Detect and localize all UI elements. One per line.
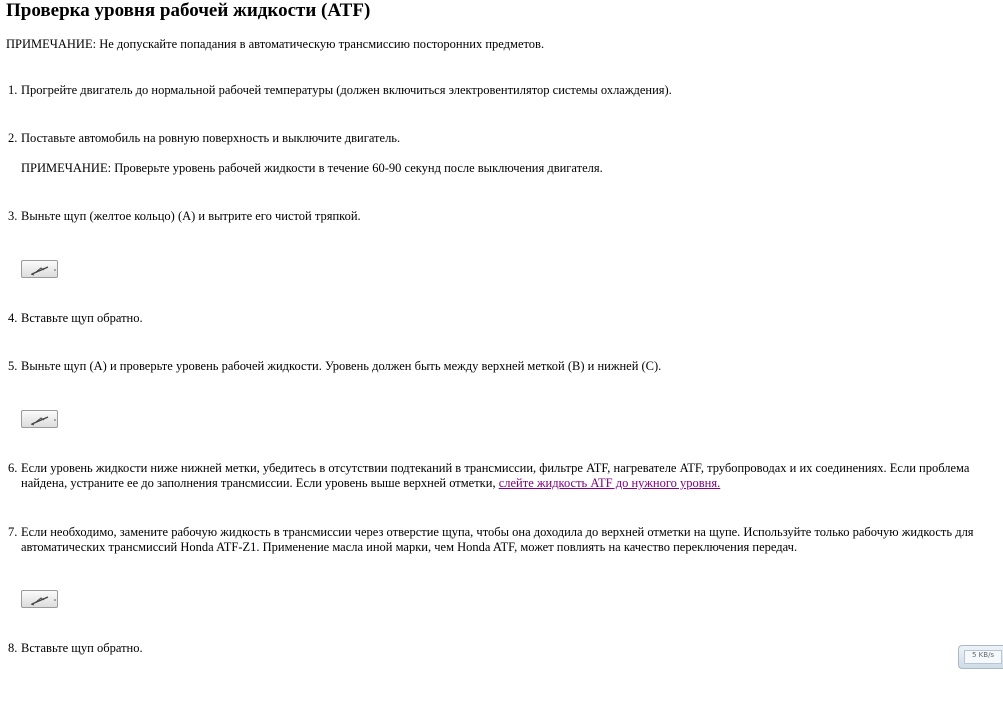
step-1: [8, 83, 1000, 98]
dipstick-icon: [22, 261, 59, 279]
step-4: [8, 311, 1000, 326]
step-2-note: ПРИМЕЧАНИЕ: Проверьте уровень рабочей жидкости в течение 60-90 секунд после выключения двигателя.: [21, 161, 603, 175]
network-speed-readout: 5 KB/s: [964, 650, 1002, 664]
step-text: Если необходимо, замените рабочую жидкость в трансмиссии через отверстие щупа, чтобы она доходила до верхней отметки на щупе. Используйте только рабочую жидкость для автоматических трансмиссий Honda ATF-Z1. Применение масла иной марки, чем Honda ATF, может повлиять на качество переключения передач.: [21, 525, 974, 554]
step-text: Выньте щуп (желтое кольцо) (A) и вытрите его чистой тряпкой.: [21, 209, 361, 223]
step-text: Прогрейте двигатель до нормальной рабочей температуры (должен включиться электровентилятор системы охлаждения).: [21, 83, 672, 97]
step-number: 8.: [8, 641, 18, 655]
dipstick-icon: [22, 591, 59, 609]
page-title: Проверка уровня рабочей жидкости (ATF): [6, 0, 371, 21]
step-text: Вставьте щуп обратно.: [21, 641, 143, 655]
top-note: ПРИМЕЧАНИЕ: Не допускайте попадания в автоматическую трансмиссию посторонних предметов.: [6, 37, 545, 51]
illustration-icon[interactable]: [21, 410, 58, 428]
step-number: 7.: [8, 525, 18, 539]
step-6: [8, 461, 1000, 491]
step-7: [8, 525, 1000, 555]
step-number: 5.: [8, 359, 18, 373]
step-5: [8, 359, 1000, 374]
step-2: [8, 131, 1000, 146]
step-text: Выньте щуп (A) и проверьте уровень рабочей жидкости. Уровень должен быть между верхней меткой (B) и нижней (C).: [21, 359, 662, 373]
step-number: 2.: [8, 131, 18, 145]
step-number: 1.: [8, 83, 18, 97]
step-8: [8, 641, 1000, 656]
step-3: [8, 209, 1000, 224]
drain-atf-link[interactable]: слейте жидкость ATF до нужного уровня.: [498, 476, 721, 490]
illustration-icon[interactable]: [21, 590, 58, 608]
step-text: Вставьте щуп обратно.: [21, 311, 143, 325]
step-number: 4.: [8, 311, 18, 325]
network-speed-widget[interactable]: [958, 645, 1003, 669]
step-6-body: Если уровень жидкости ниже нижней метки, убедитесь в отсутствии подтеканий в трансмиссии, фильтре ATF, нагревателе ATF, трубопроводах и их соединениях. Если проблема найдена, устраните ее до заполнения трансмиссии. Если уровень выше верхней отметки,: [21, 461, 970, 490]
step-text: [21, 461, 1000, 491]
step-number: 6.: [8, 461, 18, 475]
illustration-icon[interactable]: [21, 260, 58, 278]
step-number: 3.: [8, 209, 18, 223]
step-text: Поставьте автомобиль на ровную поверхность и выключите двигатель.: [21, 131, 401, 145]
dipstick-icon: [22, 411, 59, 429]
